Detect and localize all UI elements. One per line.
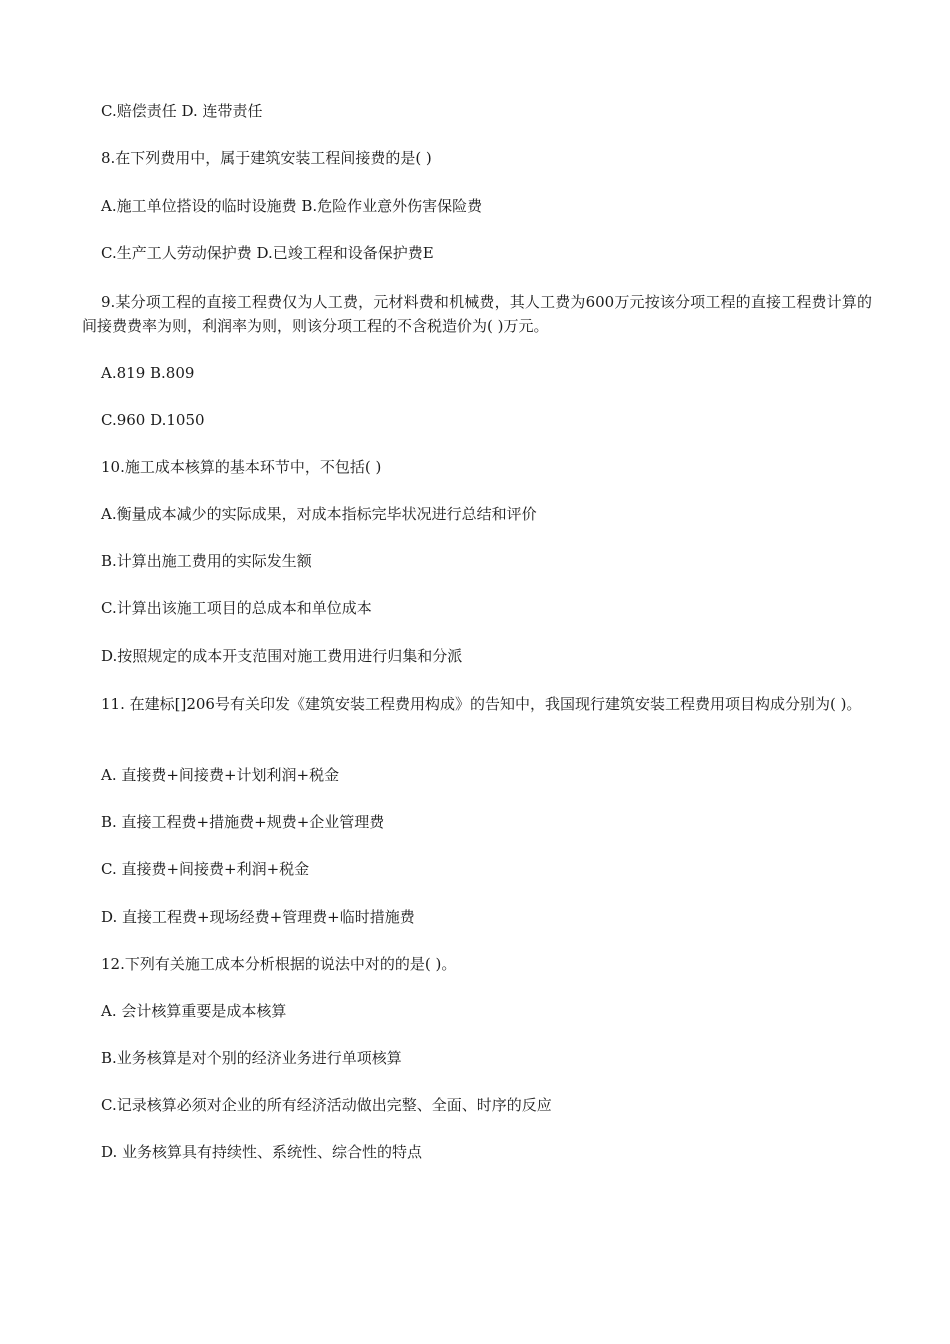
option-11c: C. 直接费+间接费+利润+税金 [101, 860, 310, 878]
option-line-8ab: A.施工单位搭设的临时设施费 B.危险作业意外伤害保险费 [101, 197, 483, 215]
option-10a: A.衡量成本减少的实际成果，对成本指标完毕状况进行总结和评价 [101, 505, 537, 523]
question-8: 8.在下列费用中，属于建筑安装工程间接费的是( ) [101, 149, 432, 167]
option-10c: C.计算出该施工项目的总成本和单位成本 [101, 599, 372, 617]
option-10d: D.按照规定的成本开支范围对施工费用进行归集和分派 [101, 647, 463, 665]
option-line-7cd: C.赔偿责任 D. 连带责任 [101, 102, 263, 120]
option-11a: A. 直接费+间接费+计划利润+税金 [101, 766, 340, 784]
option-line-9ab: A.819 B.809 [101, 364, 195, 382]
option-12a: A. 会计核算重要是成本核算 [101, 1002, 287, 1020]
option-10b: B.计算出施工费用的实际发生额 [101, 552, 312, 570]
option-line-9cd: C.960 D.1050 [101, 411, 205, 429]
question-10: 10.施工成本核算的基本环节中，不包括( ) [101, 458, 382, 476]
option-line-8cd: C.生产工人劳动保护费 D.已竣工程和设备保护费E [101, 244, 434, 262]
question-12: 12.下列有关施工成本分析根据的说法中对的的是( )。 [101, 955, 457, 973]
option-11b: B. 直接工程费+措施费+规费+企业管理费 [101, 813, 385, 831]
option-12b: B.业务核算是对个别的经济业务进行单项核算 [101, 1049, 402, 1067]
question-11: 11. 在建标[]206号有关印发《建筑安装工程费用构成》的告知中，我国现行建筑安装工程费用项目构成分别为( )。 [101, 695, 862, 713]
option-11d: D. 直接工程费+现场经费+管理费+临时措施费 [101, 908, 415, 926]
option-12d: D. 业务核算具有持续性、系统性、综合性的特点 [101, 1143, 423, 1161]
option-12c: C.记录核算必须对企业的所有经济活动做出完整、全面、时序的反应 [101, 1096, 552, 1114]
question-9: 9.某分项工程的直接工程费仅为人工费，元材料费和机械费，其人工费为600万元按该分项工程的直接工程费计算的间接费费率为则，利润率为则，则该分项工程的不含税造价为( )万元。 [82, 293, 872, 335]
